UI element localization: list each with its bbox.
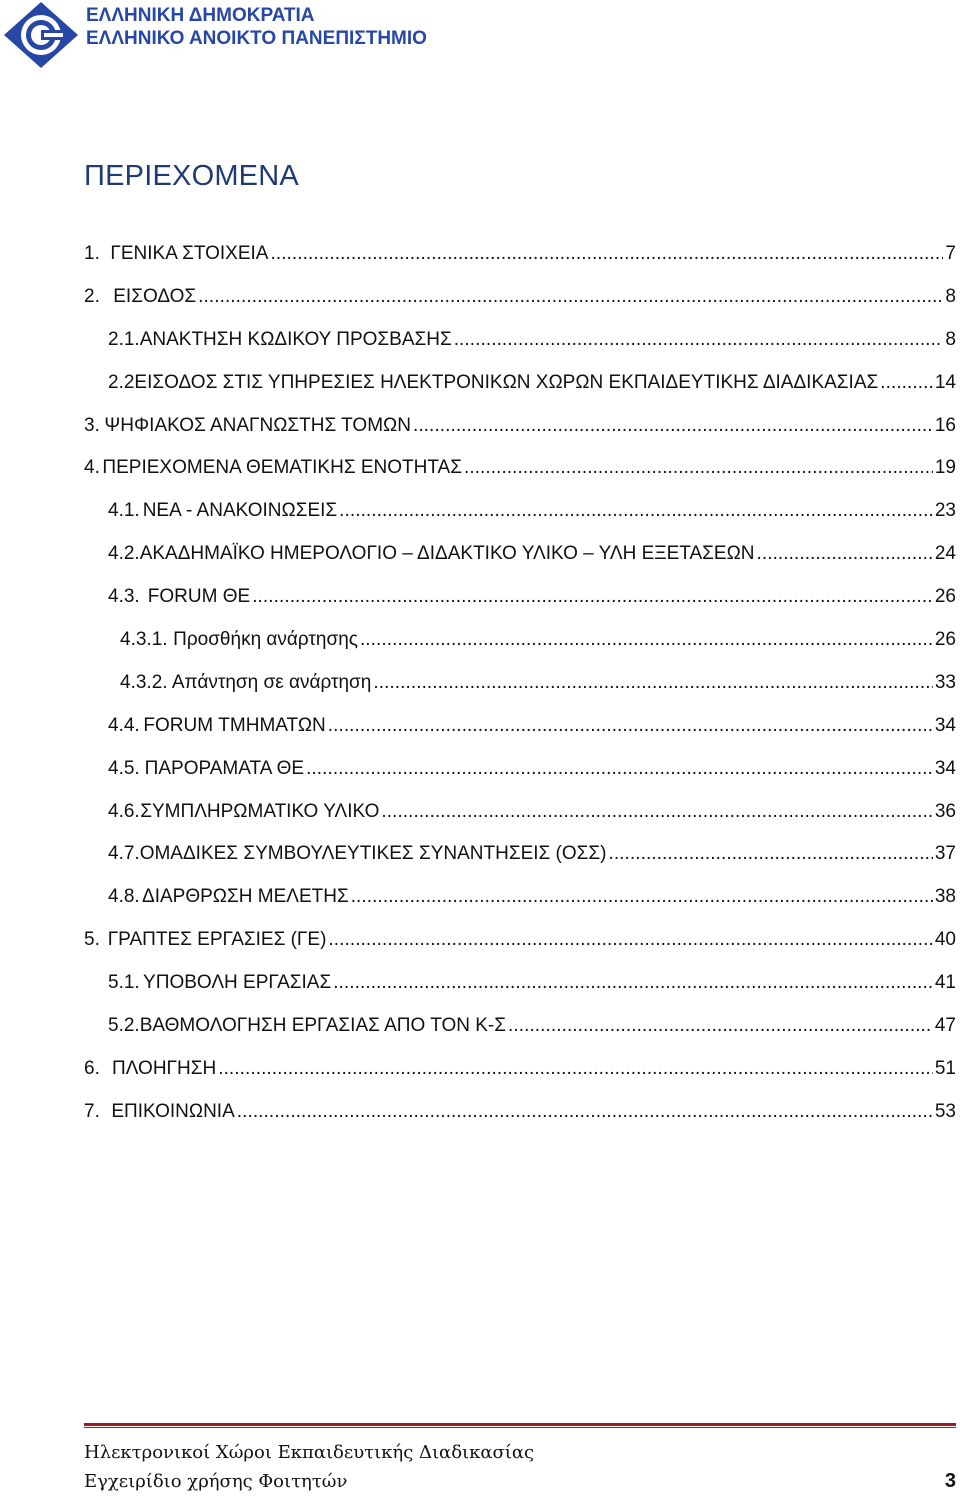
toc-entry[interactable] xyxy=(84,329,956,359)
toc-leader-dots xyxy=(306,758,933,780)
toc-entry-page: 41 xyxy=(934,972,956,993)
toc-entry-number: 4. xyxy=(84,457,100,478)
toc-entry-page: 16 xyxy=(934,415,956,436)
toc-entry[interactable] xyxy=(84,500,956,530)
toc-entry-label: ΕΠΙΚΟΙΝΩΝΙΑ xyxy=(111,1101,235,1122)
toc-entry[interactable] xyxy=(84,1015,956,1045)
toc-entry-page: 14 xyxy=(934,372,956,393)
document-footer xyxy=(84,1438,956,1496)
toc-entry-page: 8 xyxy=(945,329,956,350)
toc-entry-page: 26 xyxy=(934,629,956,650)
toc-entry-label: ΠΛΟΗΓΗΣΗ xyxy=(112,1058,217,1079)
toc-entry-label: ΓΕΝΙΚΑ ΣΤΟΙΧΕΙΑ xyxy=(110,243,269,264)
toc-entry-number: 2.2 xyxy=(108,372,135,393)
toc-entry-label: ΨΗΦΙΑΚΟΣ ΑΝΑΓΝΩΣΤΗΣ ΤΟΜΩΝ xyxy=(104,415,411,436)
toc-entry-label: ΟΜΑΔΙΚΕΣ ΣΥΜΒΟΥΛΕΥΤΙΚΕΣ ΣΥΝΑΝΤΗΣΕΙΣ (ΟΣΣ) xyxy=(139,843,607,864)
toc-entry-number: 4.1. xyxy=(108,500,140,521)
toc-entry-page: 19 xyxy=(934,457,956,478)
toc-entry-label: ΝΕΑ - ΑΝΑΚΟΙΝΩΣΕΙΣ xyxy=(142,500,338,521)
toc-leader-dots xyxy=(608,843,932,865)
toc-entry-page: 38 xyxy=(934,886,956,907)
page-title: ΠΕΡΙΕΧΟΜΕΝΑ xyxy=(84,160,299,192)
toc-entry-number: 4.7. xyxy=(108,843,140,864)
toc-entry-number: 3. xyxy=(84,415,100,436)
toc-entry-page: 53 xyxy=(934,1101,956,1122)
header-text xyxy=(86,4,427,50)
eap-logo-icon xyxy=(2,0,80,70)
document-header xyxy=(0,0,960,80)
toc-leader-dots xyxy=(351,886,933,908)
toc-entry-number: 4.4. xyxy=(108,715,140,736)
toc-entry-page: 26 xyxy=(934,586,956,607)
toc-entry-page: 33 xyxy=(934,672,956,693)
toc-entry-label: ΣΥΜΠΛΗΡΩΜΑΤΙΚΟ ΥΛΙΚΟ xyxy=(140,801,380,822)
toc-entry-number: 1. xyxy=(84,243,100,264)
toc-entry[interactable] xyxy=(84,886,956,916)
toc-entry-number: 7. xyxy=(84,1101,100,1122)
toc-leader-dots xyxy=(237,1101,933,1123)
toc-leader-dots xyxy=(333,972,933,994)
toc-entry-label: ΕΙΣΟΔΟΣ ΣΤΙΣ ΥΠΗΡΕΣΙΕΣ ΗΛΕΚΤΡΟΝΙΚΩΝ ΧΩΡΩΝ ΕΚΠΑΙΔΕΥΤΙΚΗΣ ΔΙΑΔΙΚΑΣΙΑΣ xyxy=(134,372,879,393)
toc-entry[interactable] xyxy=(84,801,956,831)
toc-entry-page: 51 xyxy=(934,1058,956,1079)
toc-entry[interactable] xyxy=(84,415,956,445)
toc-entry[interactable] xyxy=(84,1101,956,1131)
page-number: 3 xyxy=(944,1470,956,1492)
toc-entry[interactable] xyxy=(84,286,956,316)
toc-entry-number: 2. xyxy=(84,286,100,307)
toc-entry-number: 2.1. xyxy=(108,329,140,350)
toc-leader-dots xyxy=(339,500,933,522)
toc-entry[interactable] xyxy=(84,758,956,788)
toc-entry-number: 4.2. xyxy=(108,543,140,564)
toc-entry[interactable] xyxy=(84,586,956,616)
toc-entry-page: 40 xyxy=(934,929,956,950)
toc-entry-label: ΠΑΡΟΡΑΜΑΤΑ ΘΕ xyxy=(144,758,305,779)
toc-entry[interactable] xyxy=(84,715,956,745)
footer-line-2: Εγχειρίδιο χρήσης Φοιτητών xyxy=(84,1471,348,1492)
toc-entry-label: ΠΕΡΙΕΧΟΜΕΝΑ ΘΕΜΑΤΙΚΗΣ ΕΝΟΤΗΤΑΣ xyxy=(102,457,462,478)
toc-leader-dots xyxy=(328,929,932,951)
toc-leader-dots xyxy=(381,801,932,823)
toc-entry-number: 4.5. xyxy=(108,758,140,779)
toc-entry[interactable] xyxy=(84,543,956,573)
toc-leader-dots xyxy=(373,672,933,694)
footer-divider xyxy=(84,1423,956,1426)
toc-entry[interactable] xyxy=(84,1058,956,1088)
header-line-1: ΕΛΛΗΝΙΚΗ ΔΗΜΟΚΡΑΤΙΑ xyxy=(86,5,315,26)
toc-leader-dots xyxy=(252,586,933,608)
toc-leader-dots xyxy=(757,543,933,565)
toc-entry-page: 7 xyxy=(945,243,956,264)
toc-entry-number: 5.2. xyxy=(108,1015,140,1036)
toc-entry-number: 4.3. xyxy=(108,586,140,607)
toc-entry-page: 37 xyxy=(934,843,956,864)
toc-entry[interactable] xyxy=(84,843,956,873)
toc-entry-label: Προσθήκη ανάρτησης xyxy=(173,629,358,650)
toc-entry[interactable] xyxy=(84,672,956,702)
toc-leader-dots xyxy=(218,1058,933,1080)
toc-entry-number: 4.3.1. xyxy=(120,629,168,650)
toc-entry-number: 4.3.2. xyxy=(120,672,168,693)
toc-entry-page: 34 xyxy=(934,715,956,736)
toc-entry-number: 4.6. xyxy=(108,801,140,822)
toc-leader-dots xyxy=(328,715,933,737)
toc-entry[interactable] xyxy=(84,243,956,273)
toc-entry-label: Απάντηση σε ανάρτηση xyxy=(171,672,372,693)
toc-leader-dots xyxy=(464,457,933,479)
toc-entry-label: FORUM ΘΕ xyxy=(147,586,251,607)
toc-entry-label: ΒΑΘΜΟΛΟΓΗΣΗ ΕΡΓΑΣΙΑΣ ΑΠΟ ΤΟΝ Κ-Σ xyxy=(139,1015,507,1036)
toc-entry-number: 5. xyxy=(84,929,100,950)
toc-leader-dots xyxy=(880,372,933,394)
toc-entry[interactable] xyxy=(84,972,956,1002)
toc-entry-label: ΑΝΑΚΤΗΣΗ ΚΩΔΙΚΟΥ ΠΡΟΣΒΑΣΗΣ xyxy=(139,329,452,350)
toc-entry-page: 8 xyxy=(945,286,956,307)
toc-leader-dots xyxy=(198,286,943,308)
toc-entry[interactable] xyxy=(84,457,956,487)
toc-entry-label: ΓΡΑΠΤΕΣ ΕΡΓΑΣΙΕΣ (ΓΕ) xyxy=(107,929,327,950)
toc-entry-page: 24 xyxy=(934,543,956,564)
toc-entry-page: 36 xyxy=(934,801,956,822)
toc-entry-label: ΑΚΑΔΗΜΑΪΚΟ ΗΜΕΡΟΛΟΓΙΟ – ΔΙΔΑΚΤΙΚΟ ΥΛΙΚΟ – ΥΛΗ ΕΞΕΤΑΣΕΩΝ xyxy=(139,543,755,564)
toc-entry[interactable] xyxy=(84,629,956,659)
toc-entry[interactable] xyxy=(84,929,956,959)
toc-leader-dots xyxy=(508,1015,933,1037)
toc-entry-label: FORUM ΤΜΗΜΑΤΩΝ xyxy=(143,715,326,736)
toc-leader-dots xyxy=(413,415,933,437)
toc-entry-label: ΔΙΑΡΘΡΩΣΗ ΜΕΛΕΤΗΣ xyxy=(142,886,349,907)
toc-leader-dots xyxy=(360,629,933,651)
toc-entry-label: ΥΠΟΒΟΛΗ ΕΡΓΑΣΙΑΣ xyxy=(143,972,332,993)
toc-entry-page: 47 xyxy=(934,1015,956,1036)
toc-leader-dots xyxy=(454,329,944,351)
toc-entry-number: 5.1. xyxy=(108,972,140,993)
toc-entry[interactable] xyxy=(84,372,956,402)
toc-entry-page: 34 xyxy=(934,758,956,779)
footer-divider-thin xyxy=(84,1427,956,1428)
header-line-2: ΕΛΛΗΝΙΚΟ ΑΝΟΙΚΤΟ ΠΑΝΕΠΙΣΤΗΜΙΟ xyxy=(86,28,427,49)
toc-entry-number: 4.8. xyxy=(108,886,140,907)
toc-entry-label: ΕΙΣΟΔΟΣ xyxy=(113,286,197,307)
toc-entry-page: 23 xyxy=(934,500,956,521)
toc-leader-dots xyxy=(270,243,943,265)
footer-line-1: Ηλεκτρονικοί Χώροι Εκπαιδευτικής Διαδικασίας xyxy=(84,1442,535,1463)
toc-entry-number: 6. xyxy=(84,1058,100,1079)
